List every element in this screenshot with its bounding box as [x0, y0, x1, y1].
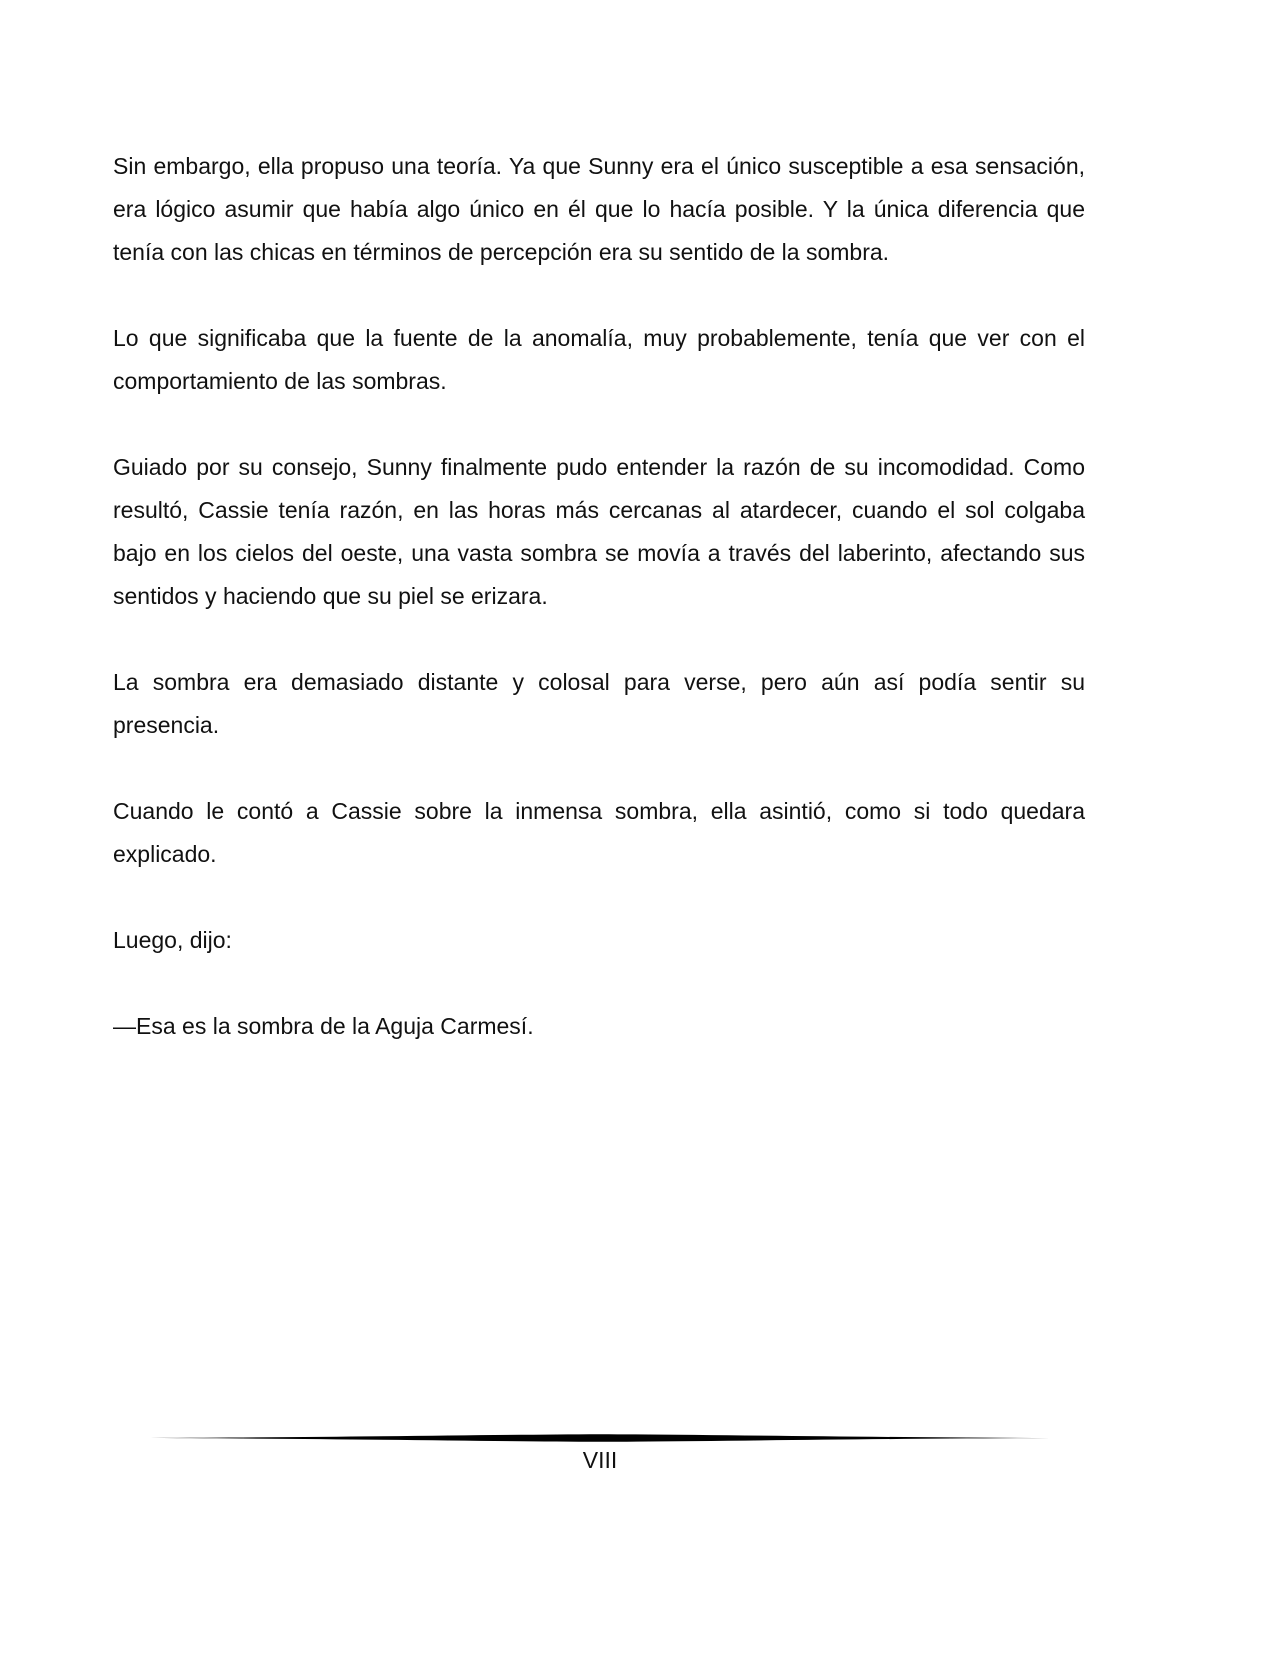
paragraph-discomfort: Guiado por su consejo, Sunny finalmente pudo entender la razón de su incomodidad. Como resultó, Cassie tenía razón, en las horas más cercanas al atardecer, cuando el sol colgaba bajo en los cielos del oeste, una vasta sombra se movía a través del laberinto, afectando sus sentidos y haciendo que su piel se erizara. [113, 454, 1085, 609]
paragraph-dialogue: —Esa es la sombra de la Aguja Carmesí. [113, 1013, 534, 1039]
paragraph-cassie-nods: Cuando le contó a Cassie sobre la inmensa sombra, ella asintió, como si todo quedara explicado. [113, 798, 1085, 867]
footer-divider [150, 1433, 1050, 1443]
paragraph-theory: Sin embargo, ella propuso una teoría. Ya que Sunny era el único susceptible a esa sensación, era lógico asumir que había algo único en él que lo hacía posible. Y la única diferencia que tenía con las chicas en términos de percepción era su sentido de la sombra. [113, 153, 1085, 265]
paragraph-distant-shadow: La sombra era demasiado distante y colosal para verse, pero aún así podía sentir su presencia. [113, 669, 1085, 738]
page-number: VIII [582, 1447, 618, 1473]
paragraph-anomaly: Lo que significaba que la fuente de la anomalía, muy probablemente, tenía que ver con el comportamiento de las sombras. [113, 325, 1085, 394]
body-text [113, 145, 1085, 1091]
paragraph-then-said: Luego, dijo: [113, 927, 232, 953]
